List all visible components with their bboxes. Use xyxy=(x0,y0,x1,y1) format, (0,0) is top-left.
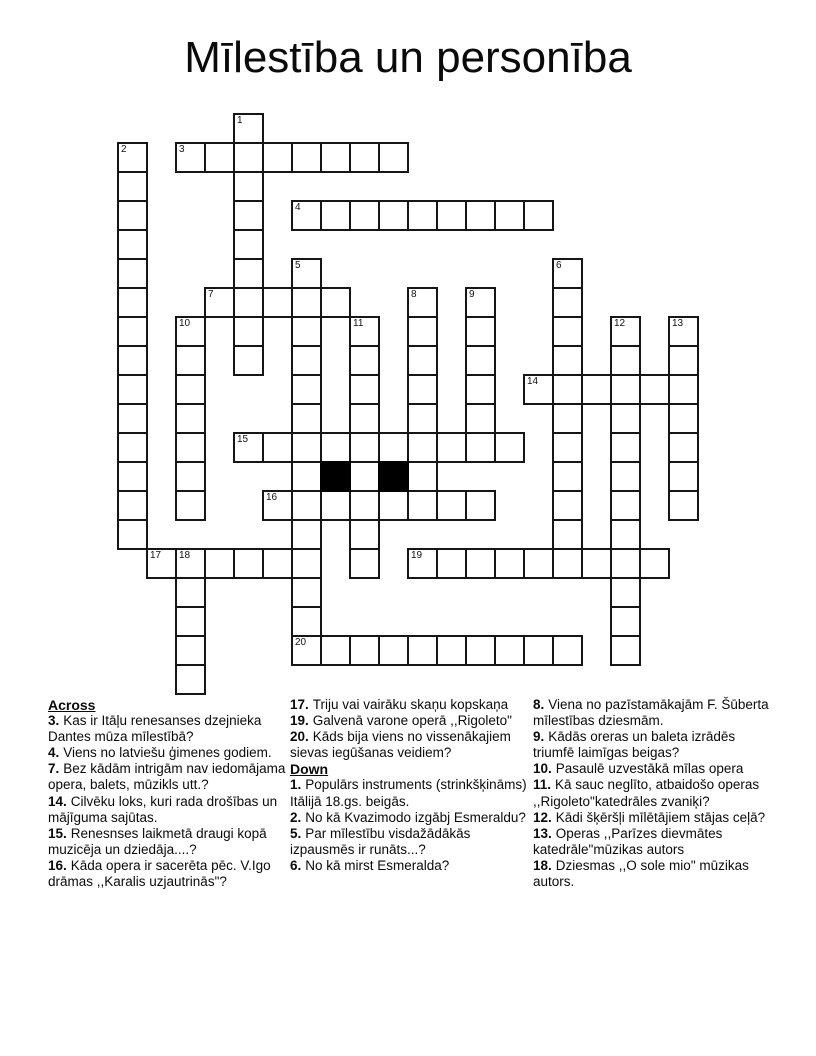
clue-4 xyxy=(48,745,288,761)
grid-cell xyxy=(291,316,322,347)
grid-cell xyxy=(349,432,380,463)
clue-6 xyxy=(290,858,530,874)
grid-cell xyxy=(233,258,264,289)
crossword-grid xyxy=(117,113,699,695)
grid-cell xyxy=(291,142,322,173)
grid-cell xyxy=(349,316,380,347)
grid-cell xyxy=(291,345,322,376)
clue-text: Dziesmas ,,O sole mio" mūzikas autors. xyxy=(533,857,749,890)
grid-cell xyxy=(378,432,409,463)
clue-text: No kā Kvazimodo izgābj Esmeraldu? xyxy=(305,809,526,825)
cell-number: 19 xyxy=(411,550,423,561)
grid-cell xyxy=(436,548,467,579)
grid-cell xyxy=(233,432,264,463)
grid-cell xyxy=(436,635,467,666)
clue-text: Par mīlestību visdažādākās izpausmēs ir runāts...? xyxy=(290,825,471,857)
grid-cell xyxy=(262,548,293,579)
cell-number: 14 xyxy=(527,376,539,387)
grid-cell xyxy=(175,664,206,695)
grid-cell xyxy=(117,229,148,260)
grid-cell xyxy=(291,548,322,579)
grid-cell xyxy=(610,403,641,434)
grid-cell xyxy=(668,432,699,463)
cell-number: 9 xyxy=(469,289,475,300)
clue-number: 2. xyxy=(290,809,302,825)
clue-5 xyxy=(290,826,530,858)
grid-cell xyxy=(552,258,583,289)
cell-number: 17 xyxy=(150,550,162,561)
grid-cell xyxy=(436,200,467,231)
grid-cell xyxy=(494,200,525,231)
grid-cell xyxy=(117,345,148,376)
grid-cell xyxy=(523,374,554,405)
grid-cell xyxy=(552,345,583,376)
grid-cell xyxy=(465,548,496,579)
grid-cell xyxy=(233,548,264,579)
grid-cell xyxy=(610,432,641,463)
grid-cell xyxy=(175,142,206,173)
grid-cell xyxy=(378,142,409,173)
clue-number: 7. xyxy=(48,761,60,777)
grid-cell xyxy=(465,200,496,231)
grid-cell xyxy=(610,606,641,637)
clue-2 xyxy=(290,810,530,826)
grid-cell xyxy=(668,374,699,405)
clue-9 xyxy=(533,729,773,761)
grid-cell xyxy=(146,548,177,579)
grid-cell xyxy=(668,490,699,521)
clue-text: Kāds bija viens no vissenākajiem sievas iegūšanas veidiem? xyxy=(290,729,511,761)
grid-cell xyxy=(610,635,641,666)
grid-cell xyxy=(117,490,148,521)
grid-cell xyxy=(465,403,496,434)
clue-20 xyxy=(290,729,530,761)
grid-cell xyxy=(175,403,206,434)
grid-cell xyxy=(407,374,438,405)
clues-column-middle xyxy=(290,697,530,874)
clue-number: 18. xyxy=(533,857,552,873)
clue-text: Kādi šķēršļi mīlētājiem stājas ceļā? xyxy=(555,809,766,825)
grid-cell xyxy=(349,548,380,579)
grid-cell xyxy=(349,519,380,550)
grid-cell xyxy=(610,548,641,579)
grid-cell xyxy=(552,316,583,347)
grid-cell xyxy=(117,171,148,202)
grid-cell xyxy=(233,287,264,318)
grid-cell xyxy=(407,635,438,666)
grid-cell xyxy=(407,287,438,318)
grid-cell xyxy=(175,316,206,347)
grid-cell xyxy=(291,577,322,608)
clue-number: 4. xyxy=(48,745,60,761)
grid-cell xyxy=(117,200,148,231)
cell-number: 12 xyxy=(614,318,626,329)
grid-cell xyxy=(233,142,264,173)
grid-cell xyxy=(523,548,554,579)
cell-number: 15 xyxy=(237,434,249,445)
grid-cell xyxy=(465,432,496,463)
grid-cell xyxy=(349,490,380,521)
clue-number: 12. xyxy=(533,809,552,825)
grid-cell xyxy=(552,432,583,463)
grid-cell xyxy=(291,287,322,318)
clue-1 xyxy=(290,777,530,809)
clue-7 xyxy=(48,761,288,793)
clue-text: Triju vai vairāku skaņu kopskaņa xyxy=(312,697,509,712)
grid-cell xyxy=(291,403,322,434)
grid-cell xyxy=(349,374,380,405)
grid-cell xyxy=(465,490,496,521)
cell-number: 5 xyxy=(295,260,301,271)
grid-cell xyxy=(407,316,438,347)
grid-cell xyxy=(581,374,612,405)
clue-text: Pasaulē uzvestākā mīlas opera xyxy=(555,761,744,777)
grid-cell xyxy=(291,461,322,492)
grid-cell xyxy=(291,606,322,637)
clue-number: 13. xyxy=(533,825,552,841)
grid-cell xyxy=(668,403,699,434)
grid-cell xyxy=(552,287,583,318)
puzzle-title: Mīlestība un personība xyxy=(184,33,632,82)
cell-number: 10 xyxy=(179,318,191,329)
grid-cell xyxy=(407,403,438,434)
grid-cell xyxy=(639,548,670,579)
clue-8 xyxy=(533,697,773,729)
clue-number: 8. xyxy=(533,697,545,712)
grid-cell xyxy=(320,142,351,173)
grid-cell xyxy=(407,461,438,492)
clue-number: 15. xyxy=(48,825,67,841)
grid-cell xyxy=(610,519,641,550)
clue-number: 3. xyxy=(48,713,60,729)
grid-cell xyxy=(320,200,351,231)
clue-number: 17. xyxy=(290,697,309,712)
grid-cell xyxy=(494,432,525,463)
clue-number: 10. xyxy=(533,761,552,777)
grid-cell xyxy=(117,258,148,289)
cell-number: 3 xyxy=(179,144,185,155)
grid-cell xyxy=(349,635,380,666)
cell-number: 8 xyxy=(411,289,417,300)
clue-number: 9. xyxy=(533,729,545,745)
clue-text: Kādās oreras un baleta izrādēs triumfē laimīgas beigas? xyxy=(533,729,736,761)
grid-cell xyxy=(407,490,438,521)
grid-cell xyxy=(552,461,583,492)
grid-cell xyxy=(233,345,264,376)
grid-cell xyxy=(552,374,583,405)
grid-cell xyxy=(552,490,583,521)
cell-number: 13 xyxy=(672,318,684,329)
grid-cell xyxy=(204,548,235,579)
grid-cell xyxy=(349,461,380,492)
grid-cell xyxy=(117,316,148,347)
clue-17 xyxy=(290,697,530,713)
cell-number: 7 xyxy=(208,289,214,300)
grid-cell xyxy=(117,142,148,173)
grid-cell xyxy=(610,461,641,492)
grid-cell xyxy=(552,519,583,550)
grid-cell xyxy=(291,519,322,550)
clue-text: Bez kādām intrigām nav iedomājama opera, balets, mūzikls utt.? xyxy=(48,761,286,793)
grid-cell xyxy=(552,403,583,434)
grid-cell xyxy=(610,345,641,376)
grid-cell xyxy=(204,287,235,318)
grid-cell xyxy=(233,229,264,260)
cell-number: 4 xyxy=(295,202,301,213)
clues-column-left xyxy=(48,697,288,890)
clue-11 xyxy=(533,777,773,809)
cell-number: 2 xyxy=(121,144,127,155)
cell-number: 20 xyxy=(295,637,307,648)
clue-text: Cilvēku loks, kuri rada drošības un mājīguma sajūtas. xyxy=(48,793,278,825)
black-cell xyxy=(320,461,351,492)
cell-number: 11 xyxy=(353,318,364,329)
grid-cell xyxy=(581,548,612,579)
grid-cell xyxy=(349,403,380,434)
clue-3 xyxy=(48,713,288,745)
grid-cell xyxy=(233,200,264,231)
grid-cell xyxy=(320,490,351,521)
cell-number: 6 xyxy=(556,260,562,271)
grid-cell xyxy=(320,635,351,666)
grid-cell xyxy=(117,374,148,405)
grid-cell xyxy=(291,374,322,405)
grid-cell xyxy=(320,287,351,318)
grid-cell xyxy=(262,490,293,521)
grid-cell xyxy=(349,200,380,231)
clue-number: 5. xyxy=(290,825,302,841)
grid-cell xyxy=(668,461,699,492)
grid-cell xyxy=(291,200,322,231)
grid-cell xyxy=(117,519,148,550)
clue-text: Operas ,,Parīzes dievmātes katedrāle"mūzikas autors xyxy=(533,825,723,857)
grid-cell xyxy=(610,316,641,347)
grid-cell xyxy=(117,432,148,463)
grid-cell xyxy=(291,635,322,666)
black-cell xyxy=(378,461,409,492)
grid-cell xyxy=(175,374,206,405)
grid-cell xyxy=(175,345,206,376)
grid-cell xyxy=(175,548,206,579)
grid-cell xyxy=(407,548,438,579)
grid-cell xyxy=(668,345,699,376)
clue-text: Viena no pazīstamākajām F. Šūberta mīlestības dziesmām. xyxy=(533,697,769,729)
grid-cell xyxy=(552,548,583,579)
grid-cell xyxy=(378,635,409,666)
across-header: Across xyxy=(48,697,96,713)
grid-cell xyxy=(465,316,496,347)
grid-cell xyxy=(465,345,496,376)
grid-cell xyxy=(175,490,206,521)
grid-cell xyxy=(233,171,264,202)
clue-text: Kas ir Itāļu renesanses dzejnieka Dantes mūza mīlestībā? xyxy=(48,713,262,745)
grid-cell xyxy=(465,635,496,666)
clue-12 xyxy=(533,810,773,826)
grid-cell xyxy=(407,200,438,231)
grid-cell xyxy=(378,490,409,521)
clue-15 xyxy=(48,826,288,858)
cell-number: 18 xyxy=(179,550,191,561)
clues-column-right xyxy=(533,697,773,890)
grid-cell xyxy=(349,345,380,376)
clue-number: 20. xyxy=(290,729,309,745)
grid-cell xyxy=(117,403,148,434)
grid-cell xyxy=(523,635,554,666)
grid-cell xyxy=(610,577,641,608)
cell-number: 1 xyxy=(237,115,243,126)
clue-14 xyxy=(48,794,288,826)
clue-13 xyxy=(533,826,773,858)
clue-10 xyxy=(533,761,773,777)
grid-cell xyxy=(262,142,293,173)
grid-cell xyxy=(436,432,467,463)
grid-cell xyxy=(523,200,554,231)
grid-cell xyxy=(175,432,206,463)
clue-text: Renesnses laikmetā draugi kopā muzicēja un dziedāja....? xyxy=(48,825,267,857)
grid-cell xyxy=(233,316,264,347)
cell-number: 16 xyxy=(266,492,278,503)
grid-cell xyxy=(291,258,322,289)
grid-cell xyxy=(291,432,322,463)
grid-cell xyxy=(407,432,438,463)
grid-cell xyxy=(262,287,293,318)
clue-text: Viens no latviešu ģimenes godiem. xyxy=(63,745,272,761)
clue-number: 19. xyxy=(290,713,309,729)
clue-number: 11. xyxy=(533,777,552,793)
clue-number: 14. xyxy=(48,793,67,809)
clue-text: Populārs instruments (strinkšķināms) Itālijā 18.gs. beigās. xyxy=(290,777,527,809)
grid-cell xyxy=(465,287,496,318)
grid-cell xyxy=(465,374,496,405)
clue-text: Kā sauc neglīto, atbaidošo operas ,,Rigoleto"katedrāles zvaniķi? xyxy=(533,777,760,809)
grid-cell xyxy=(175,606,206,637)
clue-18 xyxy=(533,858,773,890)
clue-number: 6. xyxy=(290,857,302,873)
grid-cell xyxy=(378,200,409,231)
grid-cell xyxy=(552,635,583,666)
clue-16 xyxy=(48,858,288,890)
grid-cell xyxy=(494,635,525,666)
clue-text: Kāda opera ir sacerēta pēc. V.Igo drāmas ,,Karalis uzjautrinās"? xyxy=(48,857,271,890)
clue-number: 16. xyxy=(48,857,67,873)
grid-cell xyxy=(494,548,525,579)
clue-text: Galvenā varone operā ,,Rigoleto" xyxy=(312,713,512,729)
grid-cell xyxy=(175,461,206,492)
grid-cell xyxy=(117,287,148,318)
grid-cell xyxy=(204,142,235,173)
grid-cell xyxy=(233,113,264,144)
clue-text: No kā mirst Esmeralda? xyxy=(305,857,450,873)
grid-cell xyxy=(436,490,467,521)
grid-cell xyxy=(262,432,293,463)
grid-cell xyxy=(668,316,699,347)
grid-cell xyxy=(639,374,670,405)
grid-cell xyxy=(610,374,641,405)
clue-19 xyxy=(290,713,530,729)
down-header: Down xyxy=(290,761,329,778)
grid-cell xyxy=(610,490,641,521)
grid-cell xyxy=(175,635,206,666)
grid-cell xyxy=(175,577,206,608)
grid-cell xyxy=(117,461,148,492)
grid-cell xyxy=(407,345,438,376)
grid-cell xyxy=(291,490,322,521)
clue-number: 1. xyxy=(290,777,302,793)
grid-cell xyxy=(349,142,380,173)
grid-cell xyxy=(320,432,351,463)
